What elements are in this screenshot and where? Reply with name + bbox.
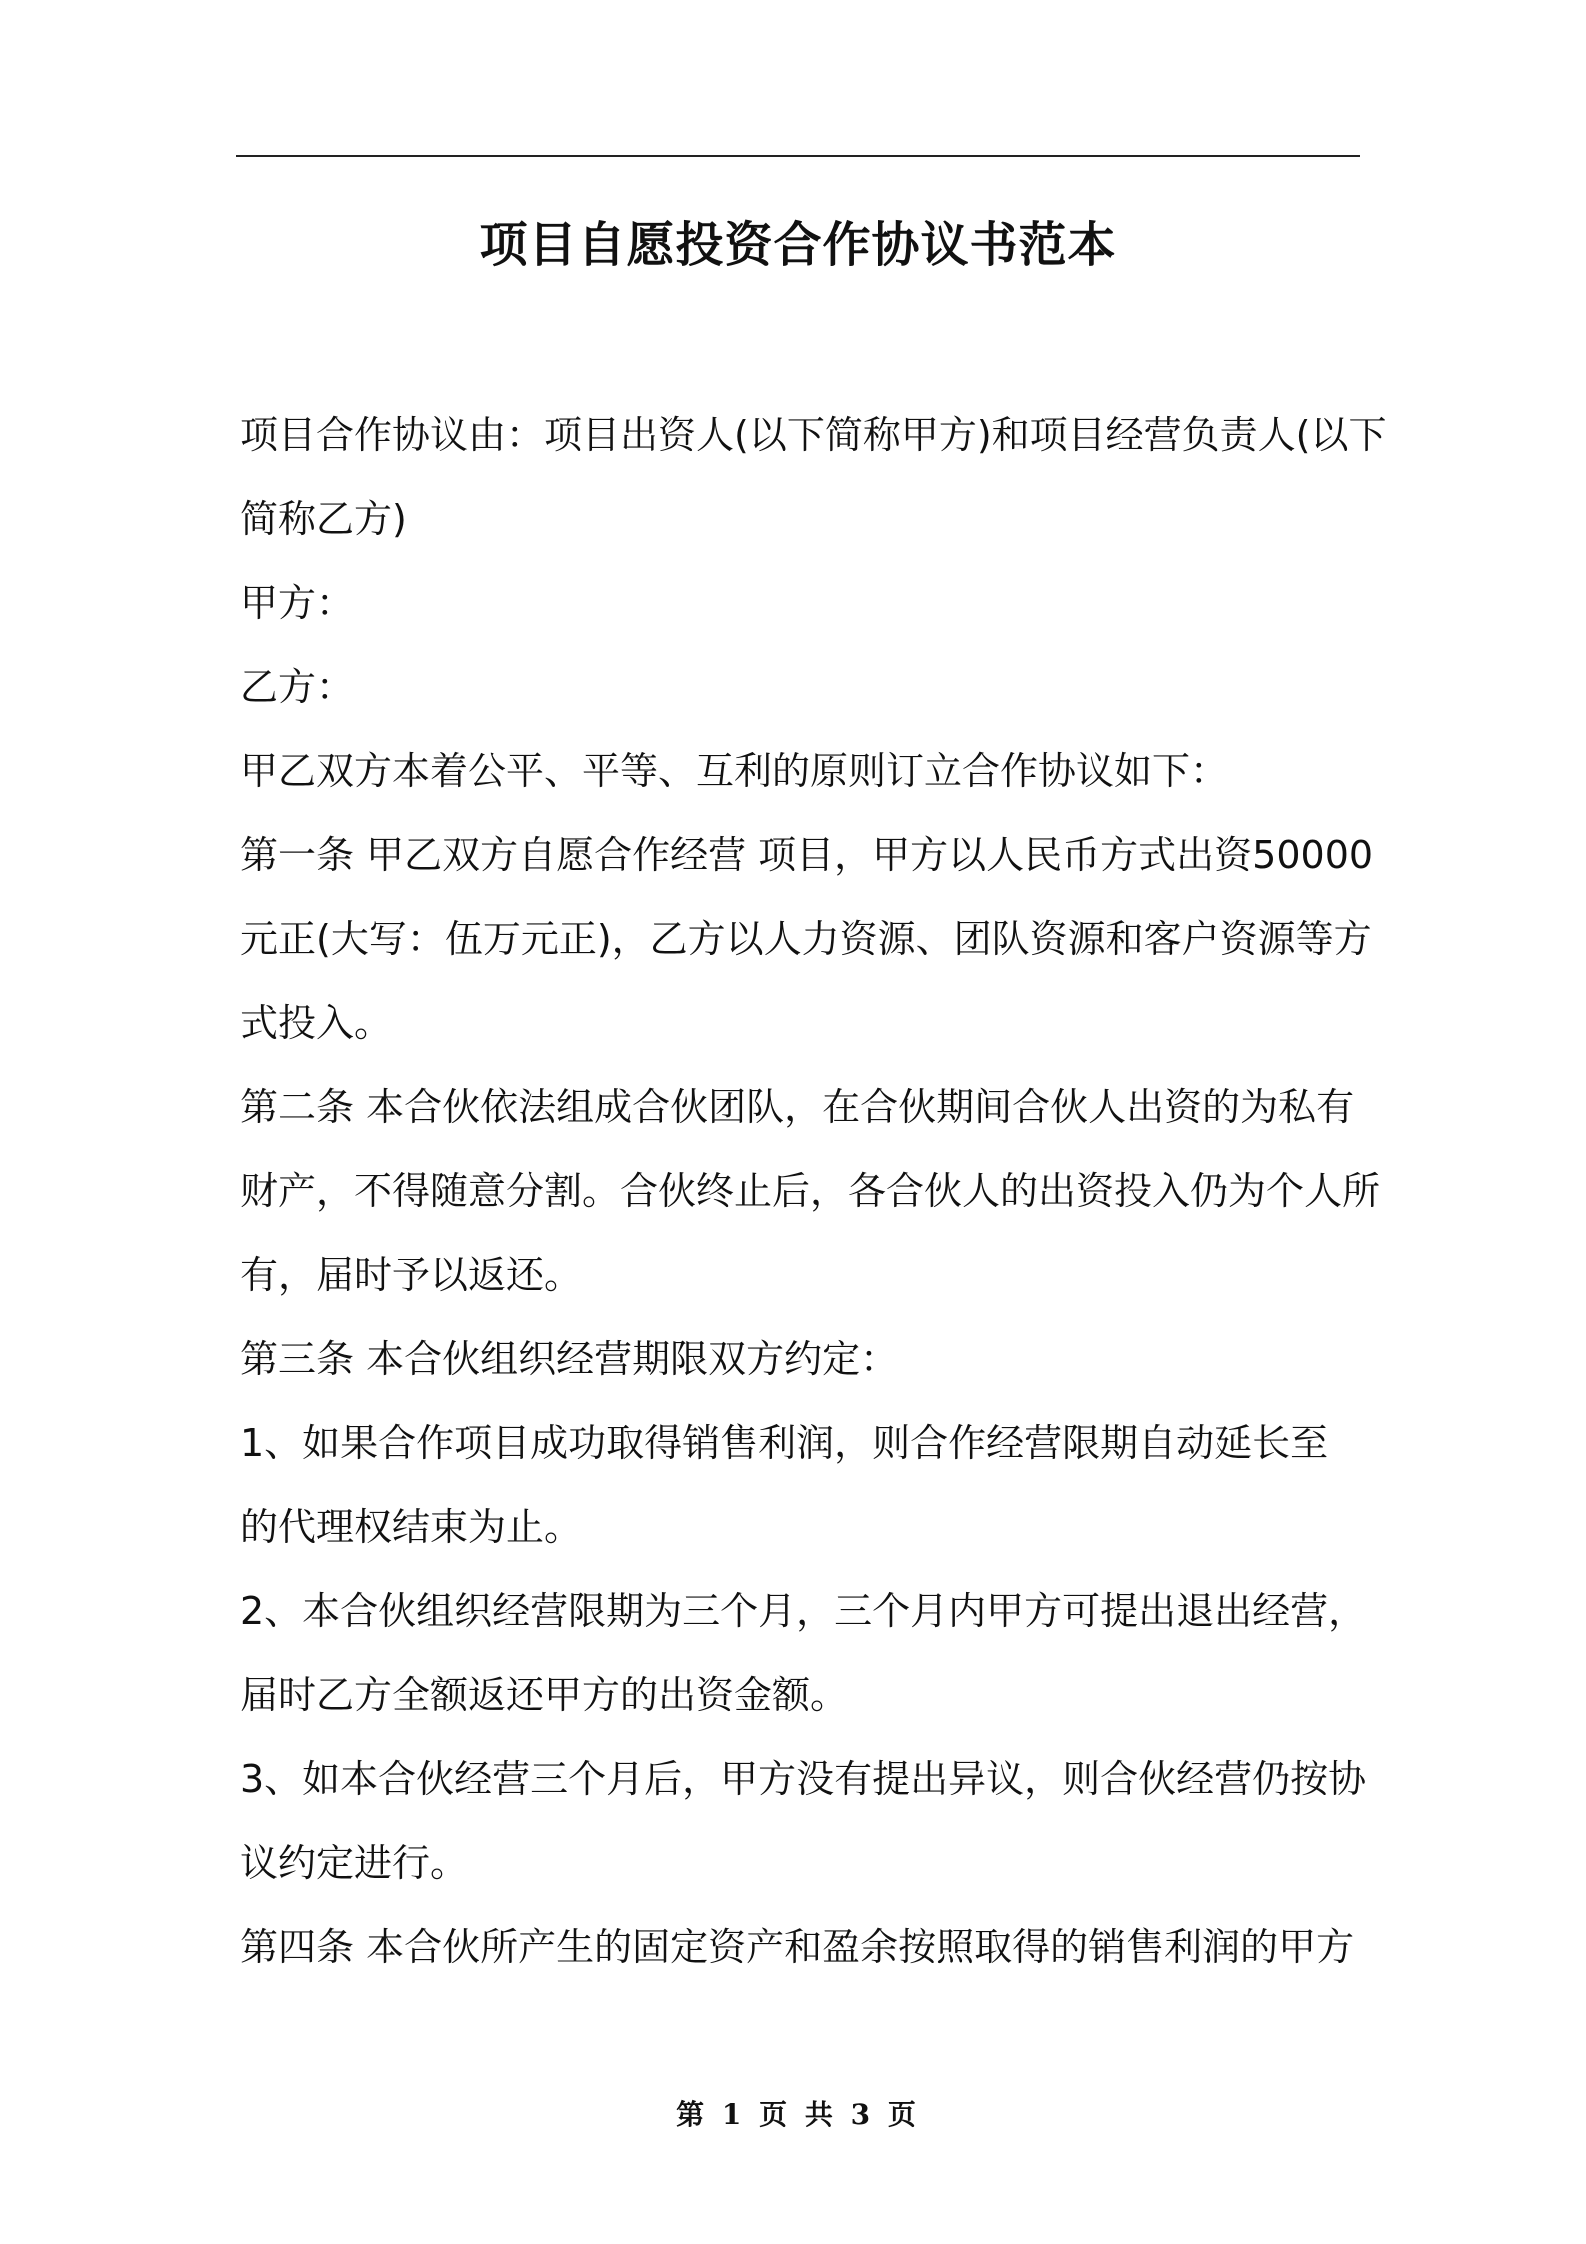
body-line: 财产，不得随意分割。合伙终止后，各合伙人的出资投入仍为个人所 [240,1169,1381,1213]
body-line: 项目合作协议由：项目出资人(以下简称甲方)和项目经营负责人(以下 [240,413,1387,457]
body-line: 第四条 本合伙所产生的固定资产和盈余按照取得的销售利润的甲方 [240,1925,1355,1969]
body-line: 甲乙双方本着公平、平等、互利的原则订立合作协议如下： [240,749,1229,793]
body-line: 甲方： [240,581,355,625]
body-line: 第二条 本合伙依法组成合伙团队，在合伙期间合伙人出资的为私有 [240,1085,1355,1129]
body-line: 1、如果合作项目成功取得销售利润，则合作经营限期自动延长至 [240,1421,1329,1465]
body-line: 2、本合伙组织经营限期为三个月，三个月内甲方可提出退出经营， [240,1589,1367,1633]
body-line: 议约定进行。 [240,1841,469,1885]
body-line: 届时乙方全额返还甲方的出资金额。 [240,1673,849,1717]
body-line: 乙方： [240,665,355,709]
document-title: 项目自愿投资合作协议书范本 [479,217,1117,273]
body-line: 式投入。 [240,1001,393,1045]
header-rule [236,155,1360,157]
body-line: 第一条 甲乙双方自愿合作经营 项目，甲方以人民币方式出资50000 [240,833,1374,877]
document-body [240,393,1387,1989]
body-line: 元正(大写：伍万元正)，乙方以人力资源、团队资源和客户资源等方 [240,917,1372,961]
page-number-footer: 第 1 页 共 3 页 [676,2098,920,2131]
body-line: 3、如本合伙经营三个月后，甲方没有提出异议，则合伙经营仍按协 [240,1757,1367,1801]
body-line: 有，届时予以返还。 [240,1253,583,1297]
body-line: 的代理权结束为止。 [240,1505,583,1549]
body-line: 第三条 本合伙组织经营期限双方约定： [240,1337,899,1381]
body-line: 简称乙方) [240,497,407,541]
